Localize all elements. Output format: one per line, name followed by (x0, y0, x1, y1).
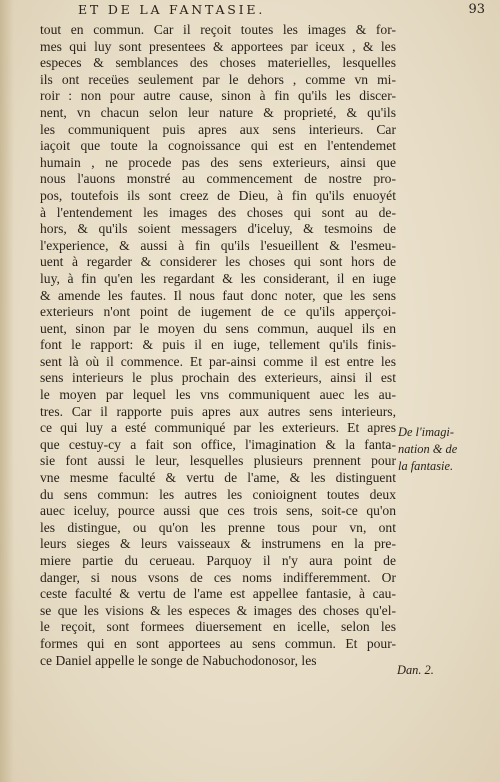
text-line: ce Daniel appelle le songe de Nabuchodonosor, les (40, 652, 317, 668)
text-line: ce qui luy a esté communiqué par les exterieurs. Et apres (40, 420, 396, 436)
text-line: tres. Car il rapporte puis apres aux autres sens interieurs, (40, 403, 396, 419)
text-line: font le rapport: & puis il en iuge, tellement qu'ils finis- (40, 337, 396, 353)
page-header (70, 2, 485, 22)
text-line: pos, toutefois ils sont creez de Dieu, à fin qu'ils enuoyét (40, 187, 396, 203)
text-line: auec iceluy, pource aussi que ces trois sens, soit-ce qu'on (40, 503, 396, 519)
running-title: ET DE LA FANTASIE. (78, 2, 266, 17)
text-line: humain , ne procede pas des sens exterieurs, ainsi que (40, 154, 396, 170)
margin-note-imagination (398, 424, 478, 475)
text-line: exterieurs n'ont point de iugement de ce qu'ils apperçoi- (40, 304, 396, 320)
page-number: 93 (468, 2, 485, 17)
text-line: les distingue, ou qu'on les prenne tous pour vn, ont (40, 519, 396, 535)
text-line: vne mesme faculté & vertu de l'ame, & les distinguent (40, 470, 396, 486)
margin-note-line: De l'imagi- (398, 425, 454, 439)
text-line: mes qui luy sont presentees & apportees par iceux , & les (40, 38, 396, 54)
text-line: formes qui en sont apportees au sens commun. Et pour- (40, 635, 396, 651)
body-text (40, 22, 396, 669)
text-line: sent là où il commence. Et par-ainsi comme il est entre les (40, 353, 396, 369)
text-line: leurs sieges & leurs vaisseaux & instrumens en la pre- (40, 536, 396, 552)
text-line: nent, vn chacun selon leur nature & proprieté, & qu'ils (40, 104, 396, 120)
text-line: iaçoit que toute la cognoissance qui est en l'entendemet (40, 138, 396, 154)
text-line: se que les visions & les especes & images des choses qu'el- (40, 602, 396, 618)
text-line: hors, & qu'ils soient messagers d'iceluy, & tesmoins de (40, 221, 396, 237)
text-line: & amende les fautes. Il nous faut donc noter, que les sens (40, 287, 396, 303)
text-line: miere partie du cerueau. Parquoy il n'y aura point de (40, 553, 396, 568)
text-line: que cestuy-cy a fait son office, l'imagination & la fanta- (40, 436, 396, 452)
text-line: tout en commun. Car il reçoit toutes les images & for- (40, 22, 396, 37)
text-line: uent à regarder & considerer les choses qui sont hors de (40, 254, 396, 270)
text-line: à l'entendement les images des choses qui sont au de- (40, 204, 396, 220)
text-line: l'experience, & aussi à fin qu'ils l'esueillent & l'esmeu- (40, 237, 396, 253)
text-line: ceste faculté & vertu de l'ame est appellee fantasie, à cau- (40, 586, 396, 602)
text-line: especes & semblances des choses materielles, lesquelles (40, 55, 396, 71)
margin-note-line: la fantasie. (398, 459, 454, 473)
text-line: du sens commun: les autres les conioignent toutes deux (40, 486, 396, 502)
text-line: roir : non pour autre cause, sinon à fin qu'ils les discer- (40, 88, 396, 104)
text-line: uent, sinon par le moyen du sens commun, auquel ils en (40, 320, 396, 336)
text-line: sie font aussi le leur, lesquelles plusieurs prennent pour (40, 453, 396, 469)
text-line: le reçoit, sont formees diuersement en icelle, selon les (40, 619, 396, 635)
text-line: sens interieurs le plus prochain des exterieurs, ainsi il est (40, 370, 396, 386)
text-line: les communiquent puis apres aux sens interieurs. Car (40, 121, 396, 137)
margin-note-line: nation & de (398, 442, 458, 456)
text-line: le moyen par lequel les vns communiquent auec les au- (40, 387, 396, 403)
text-line: danger, si nous vsons de ces noms indifferemment. Or (40, 569, 396, 585)
text-line: nous l'auons monstré au commencement de nostre pro- (40, 171, 396, 187)
margin-reference-daniel: Dan. 2. (397, 663, 434, 677)
text-line: ils ont receües seulement par le dehors , comme vn mi- (40, 71, 396, 87)
text-line: luy, à fin qu'en les regardant & les considerant, il en iuge (40, 270, 396, 286)
